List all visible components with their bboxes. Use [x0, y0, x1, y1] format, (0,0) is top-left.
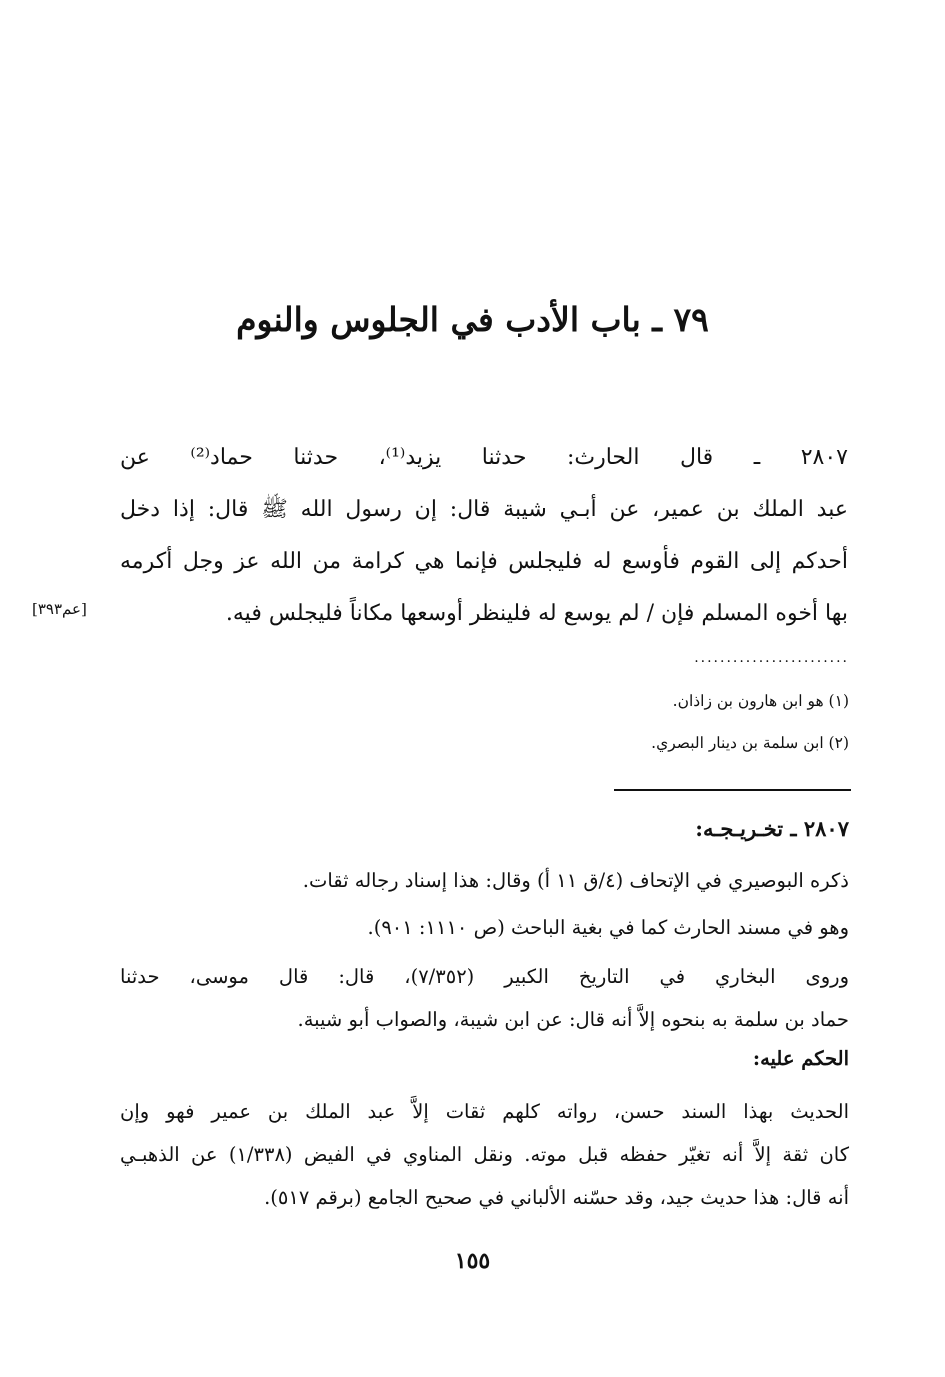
footnote-separator: ........................	[694, 650, 849, 666]
takhrij-heading: ٢٨٠٧ ـ تخـريـجـه:	[695, 816, 849, 841]
section-rule	[614, 789, 851, 791]
hukm-heading: الحكم عليه:	[752, 1047, 849, 1070]
paragraph-line: حماد بن سلمة به بنحوه إلاَّ أنه قال: عن ابن شيبة، والصواب أبو شيبة.	[297, 1008, 849, 1031]
chapter-title: ٧٩ ـ باب الأدب في الجلوس والنوم	[236, 300, 709, 339]
paragraph-line: ذكره البوصيري في الإتحاف (٤/ق ١١ أ) وقال: هذا إسناد رجاله ثقات.	[302, 869, 849, 892]
paragraph-line: وروى البخاري في التاريخ الكبير (٧/٣٥٢)، قال: قال موسى، حدثنا	[120, 965, 849, 988]
hadith-line: بها أخوه المسلم فإن / لم يوسع له فلينظر أوسعها مكاناً فليجلس فيه.	[225, 601, 848, 626]
hukm-paragraph	[120, 1090, 849, 1219]
paragraph-line: كان ثقة إلاَّ أنه تغيّر حفظه قبل موته. ونقل المناوي في الفيض (١/٣٣٨) عن الذهبـي	[120, 1143, 849, 1166]
takhrij-paragraph-1	[120, 859, 849, 902]
paragraph-line: وهو في مسند الحارث كما في بغية الباحث (ص ١١١٠: ٩٠١).	[367, 916, 849, 939]
page-number: ١٥٥	[454, 1248, 491, 1274]
hadith-line: عبد الملك بن عمير، عن أبـي شيبة قال: إن رسول الله ﷺ قال: إذا دخل	[120, 497, 848, 522]
hadith-text	[120, 432, 848, 640]
paragraph-line: أنه قال: هذا حديث جيد، وقد حسّنه الألباني في صحيح الجامع (برقم ٥١٧).	[264, 1186, 849, 1209]
hadith-line: أحدكم إلى القوم فأوسع له فليجلس فإنما هي كرامة من الله عز وجل أكرمه	[120, 549, 848, 574]
footnote-2: (٢) ابن سلمة بن دينار البصري.	[651, 734, 849, 752]
manuscript-marker: [عم٣٩٣]	[32, 600, 87, 618]
takhrij-paragraph-2	[120, 906, 849, 949]
footnote-1: (١) هو ابن هارون بن زاذان.	[672, 692, 849, 710]
paragraph-line: الحديث بهذا السند حسن، رواته كلهم ثقات إلاَّ عبد الملك بن عمير فهو وإن	[120, 1100, 849, 1123]
takhrij-paragraph-3	[120, 955, 849, 1041]
hadith-line: ٢٨٠٧ ـ قال الحارث: حدثنا يزيد⁽¹⁾، حدثنا حماد⁽²⁾ عن	[120, 445, 848, 470]
